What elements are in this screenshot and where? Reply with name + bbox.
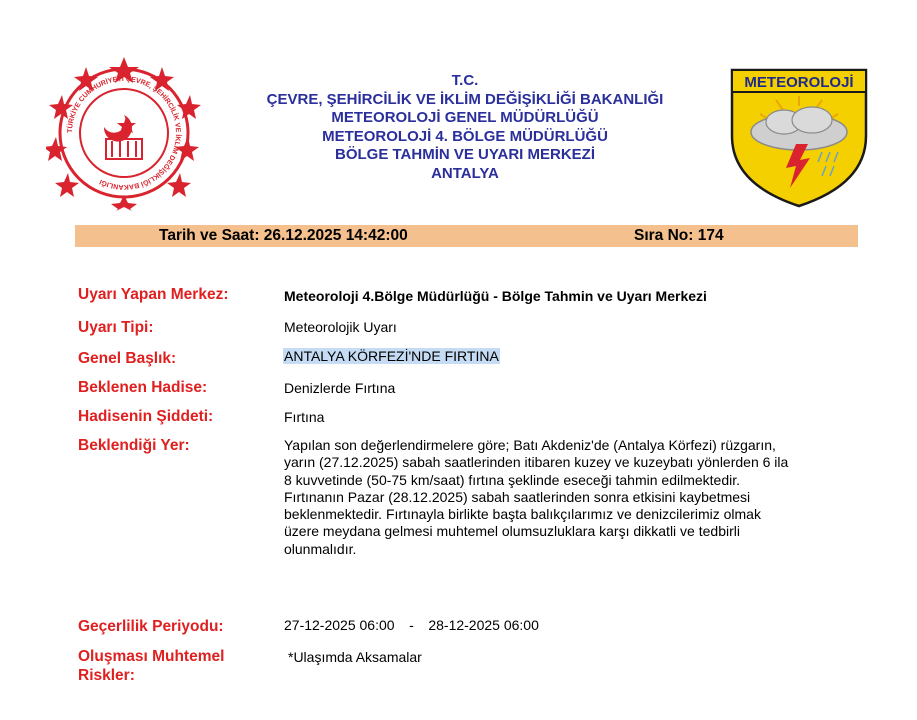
header-line-tc: T.C. [451, 72, 479, 89]
date-time: Tarih ve Saat: 26.12.2025 14:42:00 [159, 227, 408, 244]
date-sequence-bar [75, 225, 858, 247]
label-expected-event: Beklenen Hadise: [78, 379, 208, 396]
label-possible-risks [78, 647, 224, 685]
validity-separator: - [409, 617, 414, 633]
location-line: 8 kuvvetinde (50-75 km/saat) fırtına şeklinde eseceği tahmin edilmektedir. [284, 471, 741, 488]
label-validity-period: Geçerlilik Periyodu: [78, 618, 224, 635]
value-general-title-wrapper [283, 347, 500, 365]
value-validity-period [284, 616, 539, 634]
value-warning-type: Meteorolojik Uyarı [284, 319, 397, 335]
location-line: beklenmektedir. Fırtınayla birlikte başta balıkçılarımız ve denizcilerimiz olmak [284, 506, 761, 523]
meteoroloji-emblem [728, 66, 870, 210]
ministry-seal-logo [46, 55, 202, 211]
value-severity: Fırtına [284, 409, 325, 425]
header-line-region: METEOROLOJİ 4. BÖLGE MÜDÜRLÜĞÜ [322, 127, 608, 145]
location-line: Fırtınanın Pazar (28.12.2025) sabah saatlerinden sonra etkisini kaybetmesi [284, 488, 751, 505]
location-line: Yapılan son değerlendirmelere göre; Batı Akdeniz'de (Antalya Körfezi) rüzgarın, [284, 437, 776, 453]
validity-end: 28-12-2025 06:00 [428, 617, 539, 633]
location-line: yarın (27.12.2025) sabah saatlerinden itibaren kuzey ve kuzeybatı yönlerden 6 ila [284, 454, 789, 471]
value-warning-center: Meteoroloji 4.Bölge Müdürlüğü - Bölge Tahmin ve Uyarı Merkezi [284, 288, 707, 304]
header-line-center: BÖLGE TAHMİN VE UYARI MERKEZİ [334, 146, 596, 163]
value-general-title: ANTALYA KÖRFEZİ'NDE FIRTINA [284, 348, 499, 364]
sequence-number: Sıra No: 174 [634, 227, 724, 244]
value-expected-event: Denizlerde Fırtına [284, 380, 396, 396]
logo-text: METEOROLOJİ [744, 74, 854, 91]
label-warning-center: Uyarı Yapan Merkez: [78, 286, 229, 303]
label-severity: Hadisenin Şiddeti: [78, 408, 214, 425]
value-possible-risks: *Ulaşımda Aksamalar [288, 649, 422, 665]
header-line-mgm: METEOROLOJİ GENEL MÜDÜRLÜĞÜ [331, 109, 599, 126]
header-line-city: ANTALYA [431, 164, 499, 182]
label-possible-risks-line2: Riskler: [78, 667, 135, 684]
label-expected-location: Beklendiği Yer: [78, 437, 190, 454]
label-general-title: Genel Başlık: [78, 350, 177, 367]
location-line: üzere meydana gelmesi muhtemel olumsuzluklara karşı dikkatli ve tedbirli [284, 523, 740, 540]
header-line-ministry: ÇEVRE, ŞEHİRCİLİK VE İKLİM DEĞİŞİKLİĞİ BAKANLIĞI [266, 90, 664, 108]
meteoroloji-logo [728, 66, 870, 210]
location-line: olunmalıdır. [284, 540, 357, 557]
label-possible-risks-line1: Oluşması Muhtemel [78, 648, 225, 665]
svg-text:TÜRKİYE CUMHURİYETİ ÇEVRE, ŞEH: TÜRKİYE CUMHURİYETİ ÇEVRE, ŞEHİRCİLİK VE İKLİM DEĞİŞİKLİĞİ BAKANLIĞI [66, 75, 182, 191]
value-expected-location [284, 437, 864, 558]
validity-start: 27-12-2025 06:00 [284, 617, 395, 633]
header-title-block [230, 72, 700, 183]
seal-emblem [46, 55, 202, 211]
label-warning-type: Uyarı Tipi: [78, 319, 154, 336]
